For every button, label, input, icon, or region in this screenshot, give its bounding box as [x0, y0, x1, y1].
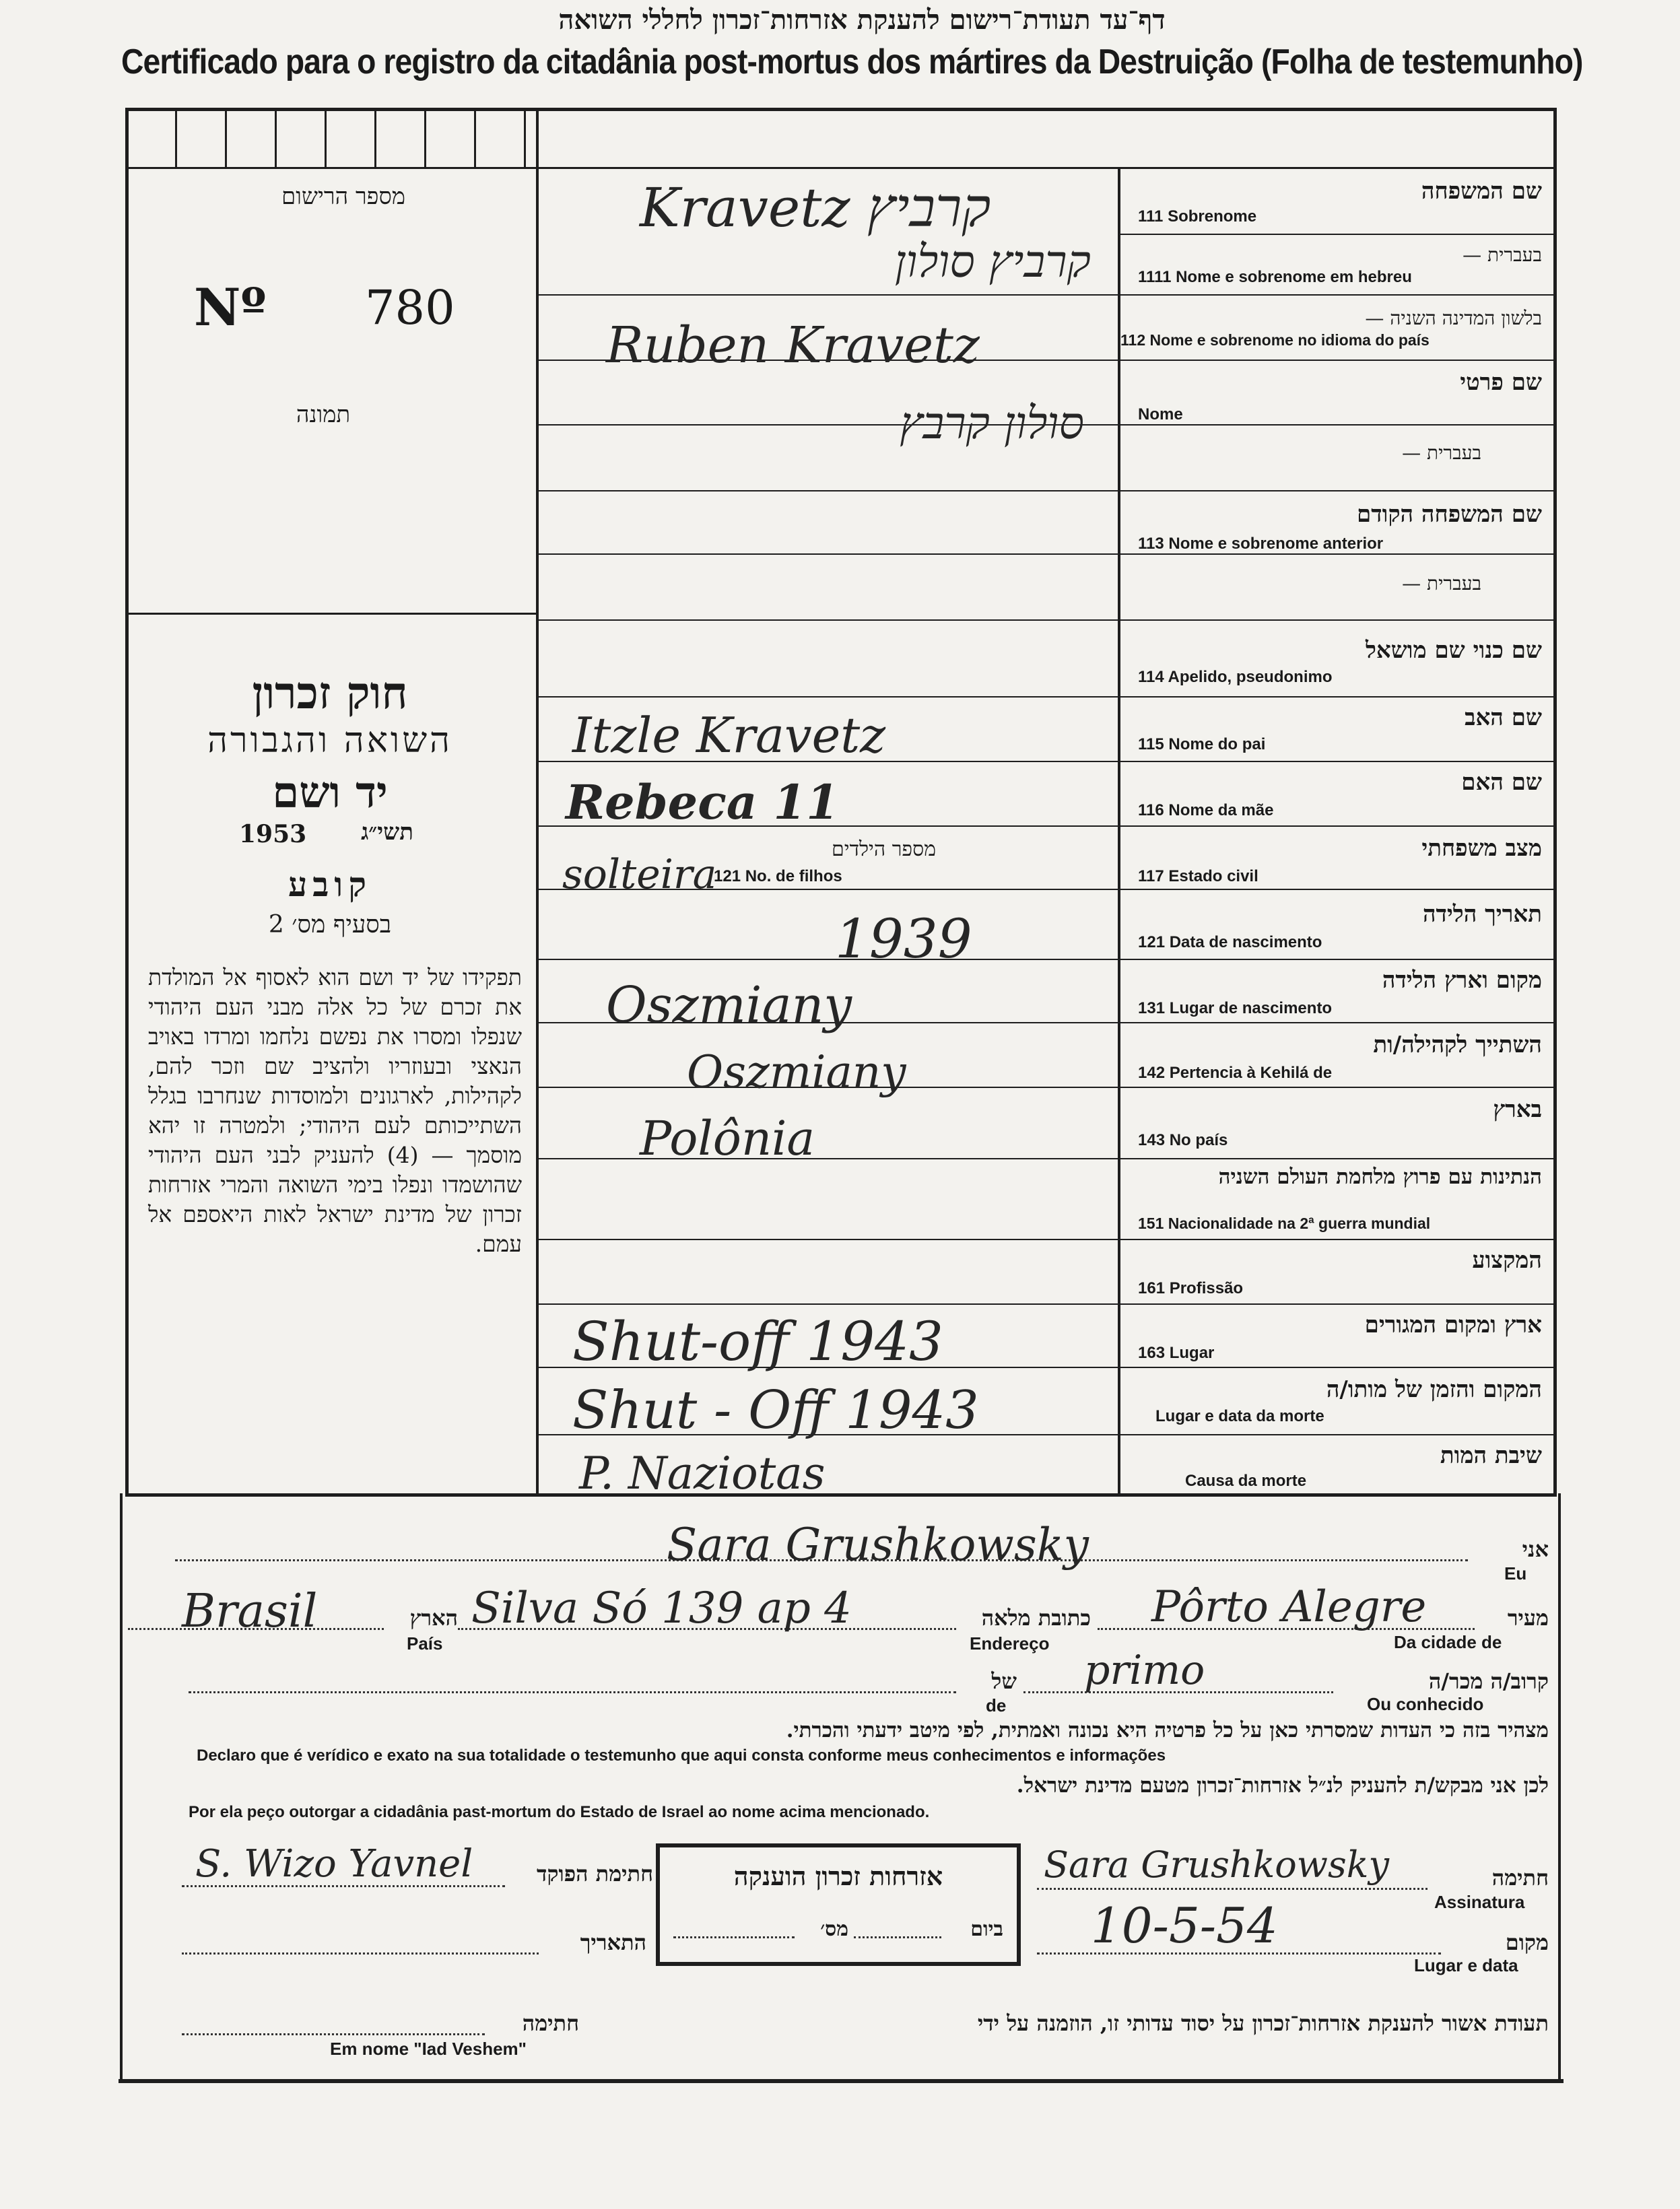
citizenship-box-title: אזרחות זכרון הוענקה: [733, 1861, 943, 1891]
registry-number-sign: Nº: [194, 277, 267, 337]
field-por-label: 116 Nome da mãe: [1138, 801, 1274, 819]
value-place-date: 10-5-54: [1091, 1897, 1278, 1954]
footer-sign-label: חתימה: [522, 2010, 579, 2036]
official-seal-label: חתימת הפוקד: [537, 1861, 653, 1887]
citizenship-box-day: ביום: [970, 1917, 1003, 1941]
children-label: 121 No. de filhos: [714, 867, 842, 885]
field-heb-label: הנתינות עם פרוץ מלחמת העולם השניה: [1218, 1165, 1542, 1189]
value-mother: Rebeca 11: [566, 774, 839, 830]
field-heb-label: מצב משפחתי: [1421, 835, 1542, 862]
approval-text: תעודת אשור להענקת אזרחות־זכרון על יסוד עדותי זו, הוזמנה על ידי: [977, 2010, 1549, 2036]
law-subtitle: השואה והגבורה: [207, 720, 452, 761]
field-por-label: 115 Nome do pai: [1138, 735, 1266, 753]
value-name-local: Ruben Kravetz: [606, 316, 980, 374]
field-heb-label: שם המשפחה הקודם: [1357, 501, 1542, 528]
hebrew-title: דף־עד תעודת־רישום להענקת אזרחות־זכרון לחללי השואה: [558, 4, 1166, 36]
value-hebrew-name: קרביץ סולון: [894, 236, 1091, 287]
value-official: S. Wizo Yavnel: [195, 1842, 473, 1886]
law-determines: קובע: [288, 864, 372, 904]
value-birth-place: Oszmiany: [606, 976, 852, 1034]
place-label-heb: מקום: [1505, 1930, 1549, 1955]
registry-number: 780: [365, 280, 455, 335]
law-section: בסעיף מס׳ 2: [268, 911, 392, 939]
witness-ani: אני: [1522, 1536, 1549, 1562]
field-por-label: 163 Lugar: [1138, 1344, 1215, 1362]
field-por-label: 114 Apelido, pseudonimo: [1138, 668, 1333, 686]
field-por-label: 143 No país: [1138, 1131, 1228, 1149]
field-por-label: Lugar e data da morte: [1155, 1407, 1324, 1425]
value-witness-country: Brasil: [182, 1585, 318, 1638]
field-heb-label: בארץ: [1493, 1096, 1542, 1123]
value-signature: Sara Grushkowsky: [1044, 1843, 1389, 1886]
witness-address-label: Endereço: [970, 1633, 1050, 1654]
declaration-por: Declaro que é verídico e exato na sua totalidade o testemunho que aqui consta conforme meus conhecimentos e informações: [197, 1746, 1166, 1765]
place-label: Lugar e data: [1414, 1955, 1518, 1975]
field-heb-label: שם המשפחה: [1421, 178, 1542, 205]
portuguese-title: Certificado para o registro da citadânia post-mortus dos mártires da Destruição (Folha de testemunho): [121, 42, 1583, 81]
field-por-label: 142 Pertencia à Kehilá de: [1138, 1064, 1333, 1082]
value-witness-city: Pôrto Alegre: [1151, 1582, 1427, 1632]
value-witness-address: Silva Só 139 ap 4: [471, 1584, 852, 1633]
field-heb-label: מקום וארץ הלידה: [1382, 967, 1542, 994]
children-label-heb: מספר הילדים: [831, 838, 936, 861]
request-por: Por ela peço outorgar a cidadânia past-mortum do Estado de Israel ao nome acima mencionado.: [189, 1803, 930, 1821]
signature-label: Assinatura: [1434, 1892, 1525, 1912]
law-paragraph: תפקידו של יד ושם הוא לאסוף אל המולדת את זכרם של כל אלה מבני העם היהודי שנפלו ומסרו את נפשם נלחמו ומרדו באויב הנאצי ובעוזריו ולהציב שם וזכר להם, לקהילות, לארגונים ולמוסדות שנחרבו בגלל השתייכותם לעם היהודי; ולמטרה זו יהא מוסמך — (4) להעניק לבני העם היהודי שהושמדו ונפלו בימי השואה והמרי אזרחות זכרון של מדינת ישראל לאות היאספם אל עמם.: [148, 964, 523, 1257]
field-heb-label: שם כנוי שם מושאל: [1365, 637, 1542, 664]
field-por-label: 131 Lugar de nascimento: [1138, 999, 1333, 1017]
field-heb-label: בעברית —: [1402, 442, 1481, 464]
field-heb-label: בעברית —: [1463, 244, 1542, 266]
declaration-heb: מצהיר בזה כי העדות שמסרתי כאן על כל פרטיה היא נכונה ואמתית, לפי מיטב ידעתי והכרתי.: [786, 1718, 1549, 1742]
field-heb-label: בעברית —: [1402, 572, 1481, 594]
witness-eu: Eu: [1504, 1563, 1527, 1584]
value-surname: Kravetz קרביץ: [640, 176, 991, 239]
value-father: Itzle Kravetz: [572, 707, 886, 763]
law-year: 1953: [239, 820, 307, 848]
yad-vashem: יד ושם: [272, 768, 388, 818]
value-civil-status: solteira: [562, 851, 717, 898]
witness-relation-heb: קרוב/ה מכר/ה: [1428, 1668, 1549, 1694]
field-heb-label: תאריך הלידה: [1422, 901, 1542, 928]
value-kehila: Oszmiany: [687, 1046, 906, 1098]
citizenship-box-num: מס׳: [820, 1917, 848, 1941]
field-heb-label: שם האם: [1461, 769, 1542, 796]
field-heb-label: המקום והזמן של מותו/ה: [1326, 1376, 1542, 1403]
signature-label-heb: חתימה: [1491, 1865, 1549, 1891]
official-date-label: התאריך: [580, 1930, 646, 1955]
field-por-label: Causa da morte: [1185, 1472, 1307, 1490]
field-por-label: 151 Nacionalidade na 2ª guerra mundial: [1138, 1215, 1431, 1232]
field-por-label: 113 Nome e sobrenome anterior: [1138, 535, 1384, 553]
field-heb-label: המקצוע: [1472, 1247, 1542, 1274]
value-birth-date: 1939: [835, 908, 972, 970]
value-witness-name: Sara Grushkowsky: [667, 1519, 1089, 1571]
field-heb-label: ארץ ומקום המגורים: [1364, 1312, 1542, 1338]
witness-of-label: de: [986, 1695, 1007, 1715]
request-heb: לכן אני מבקש/ת להעניק לנ״ל אזרחות־זכרון מטעם מדינת ישראל.: [1016, 1773, 1549, 1798]
field-por-label: 112 Nome e sobrenome no idioma do país: [1120, 331, 1430, 349]
field-por-label: 161 Profissão: [1138, 1279, 1244, 1297]
law-title: חוק זכרון: [252, 667, 408, 719]
field-heb-label: השתייך לקהילה/ות: [1373, 1031, 1542, 1058]
field-por-label: 121 Data de nascimento: [1138, 933, 1322, 951]
field-heb-label: בלשון המדינה השניה —: [1365, 307, 1542, 329]
field-por-label: 117 Estado civil: [1138, 867, 1258, 885]
value-residence: Shut-off 1943: [572, 1310, 943, 1373]
value-death-cause: P. Naziotas: [579, 1448, 826, 1499]
value-witness-relation: primo: [1084, 1647, 1205, 1694]
witness-country-heb: הארץ: [409, 1605, 458, 1631]
field-heb-label: שיבת המות: [1440, 1442, 1542, 1469]
field-heb-label: שם האב: [1465, 704, 1542, 731]
witness-of-heb: של: [991, 1668, 1017, 1694]
photo-label: תמונה: [296, 401, 351, 428]
footer-in-name: Em nome "Iad Veshem": [330, 2039, 527, 2059]
field-heb-label: שם פרטי: [1460, 369, 1542, 396]
witness-relation-label: Ou conhecido: [1367, 1694, 1484, 1714]
witness-city-label: Da cidade de: [1394, 1632, 1502, 1652]
value-death: Shut - Off 1943: [572, 1380, 979, 1441]
field-por-label: 111 Sobrenome: [1138, 207, 1257, 226]
witness-address-heb: כתובת מלאה: [981, 1605, 1091, 1631]
value-country: Polônia: [640, 1111, 815, 1166]
field-por-label: Nome: [1138, 405, 1183, 423]
law-year-heb: תשי״ג: [361, 819, 413, 846]
value-first-name: סולון קרבץ: [900, 397, 1084, 449]
witness-country-label: País: [407, 1633, 443, 1654]
registry-label: מספר הרישום: [281, 183, 405, 210]
field-por-label: 1111 Nome e sobrenome em hebreu: [1138, 268, 1412, 286]
citizenship-box: [656, 1843, 1021, 1966]
witness-city-heb: מעיר: [1507, 1605, 1549, 1631]
